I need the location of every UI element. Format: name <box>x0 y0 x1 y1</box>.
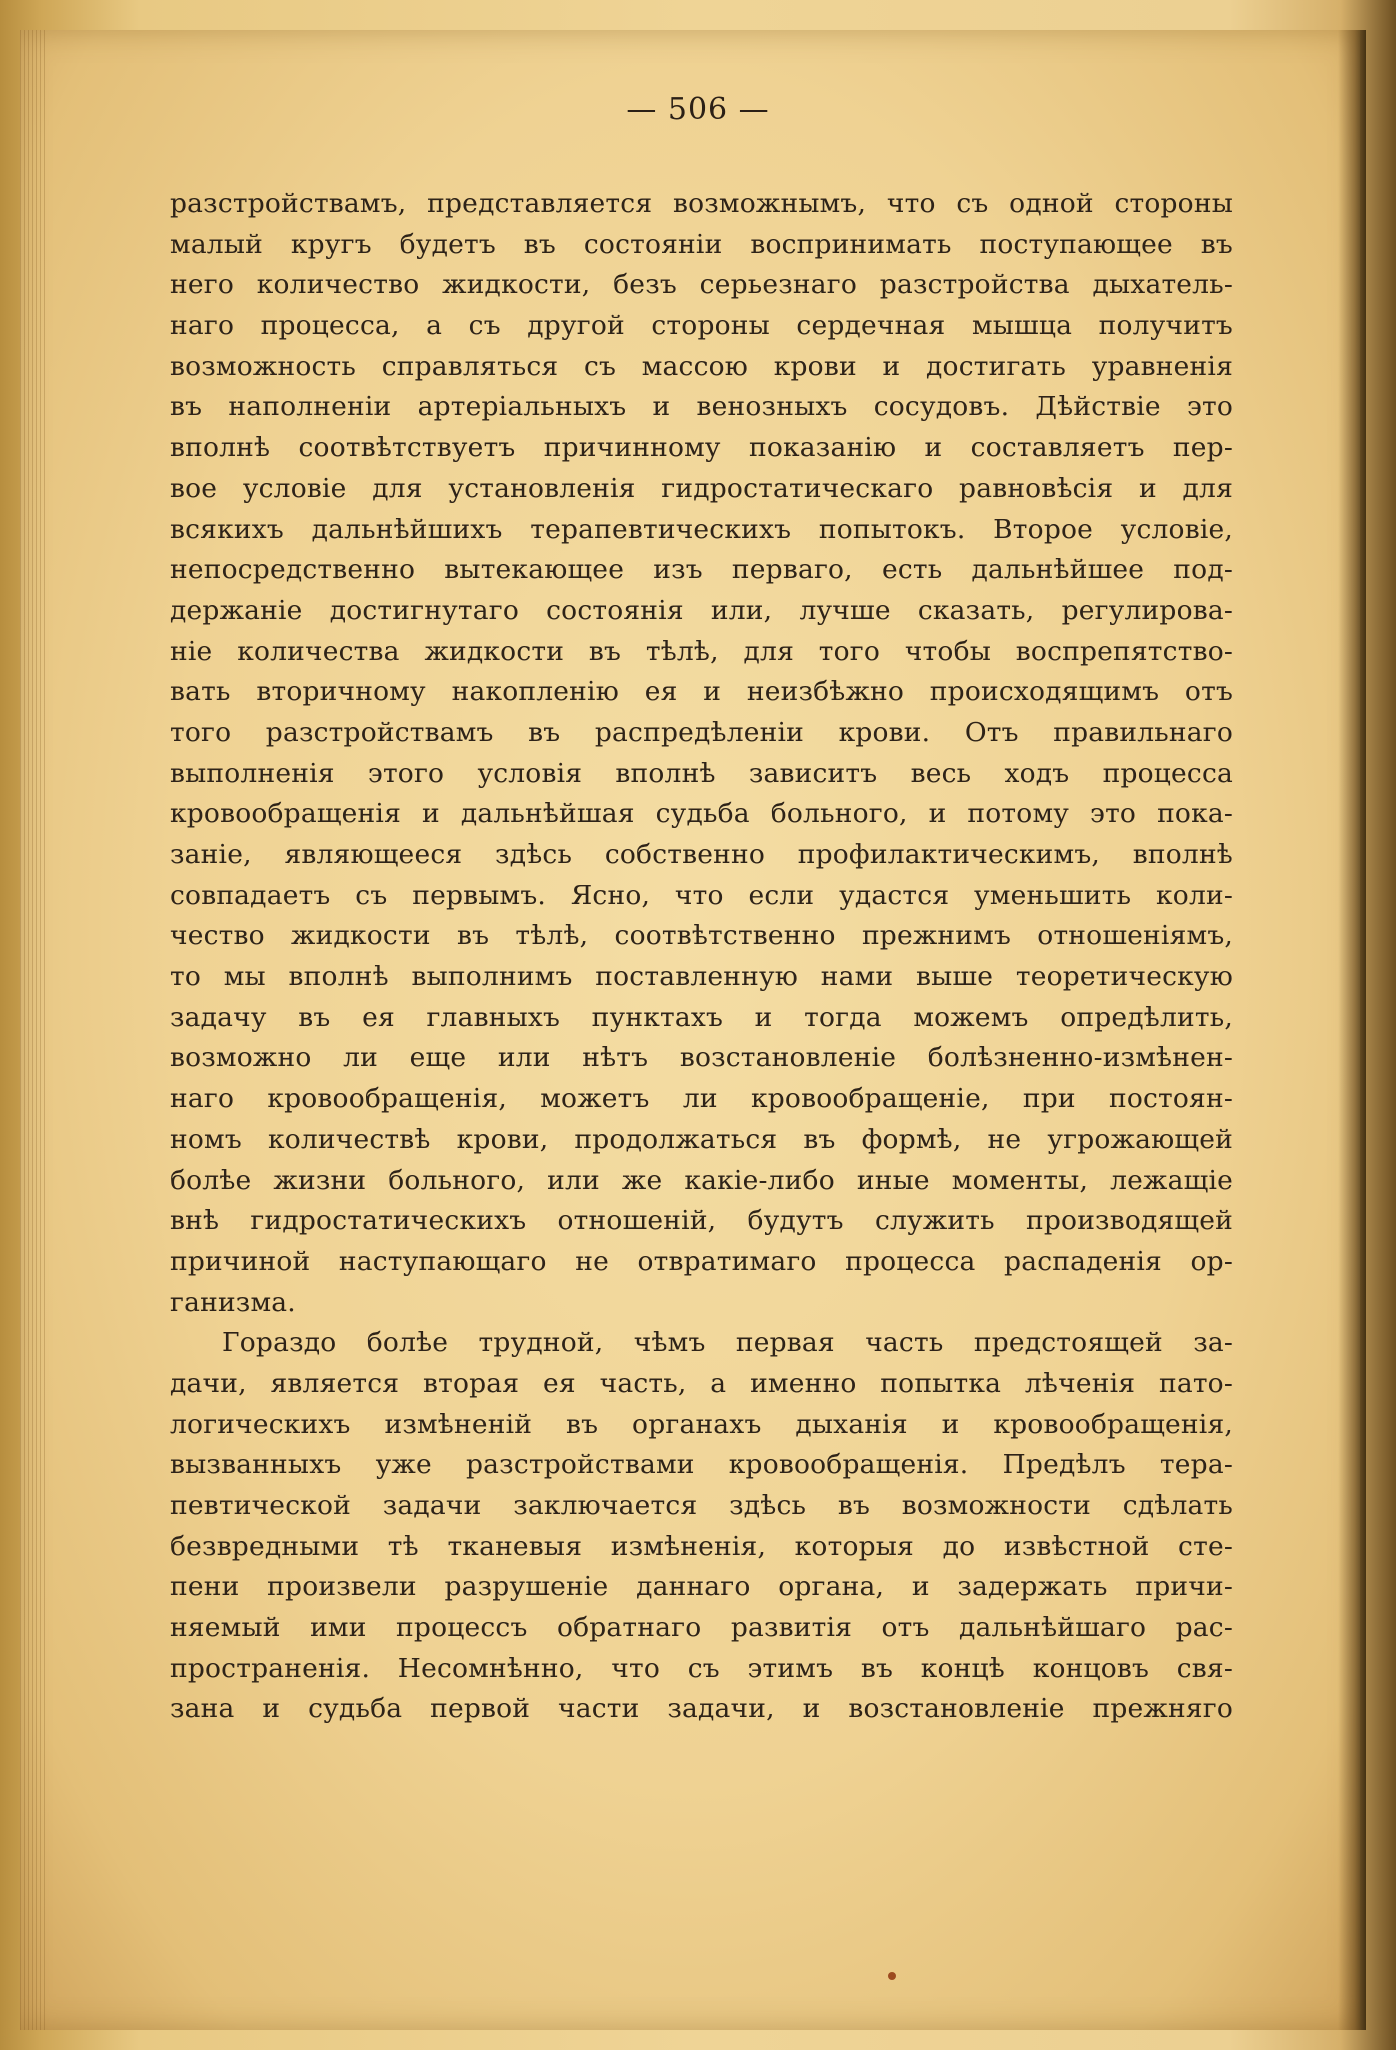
text-line: то мы вполнѣ выполнимъ поставленную нами выше теоретическую <box>170 961 1233 993</box>
text-line: непосредственно вытекающее изъ перваго, есть дальнѣйшее под- <box>170 554 1233 586</box>
text-line: зана и судьба первой части задачи, и возстановленіе прежняго <box>170 1693 1233 1725</box>
text-line: вполнѣ соотвѣтствуетъ причинному показанію и составляетъ пер- <box>170 432 1233 464</box>
text-line: наго процесса, а съ другой стороны сердечная мышца получитъ <box>170 310 1233 342</box>
text-line: номъ количествѣ крови, продолжаться въ формѣ, не угрожающей <box>170 1123 1233 1155</box>
page-number: — 506 — <box>626 92 770 127</box>
text-line: заніе, являющееся здѣсь собственно профилактическимъ, вполнѣ <box>170 839 1233 870</box>
text-line: въ наполненіи артеріальныхъ и венозныхъ сосудовъ. Дѣйствіе это <box>170 391 1233 423</box>
text-line: наго кровообращенія, можетъ ли кровообращеніе, при постоян- <box>170 1083 1233 1115</box>
text-line: вое условіе для установленія гидростатическаго равновѣсія и для <box>170 472 1233 504</box>
text-line: логическихъ измѣненій въ органахъ дыханія и кровообращенія, <box>170 1408 1233 1440</box>
text-line: внѣ гидростатическихъ отношеній, будутъ служить производящей <box>170 1205 1233 1237</box>
text-line: задачу въ ея главныхъ пунктахъ и тогда можемъ опредѣлить, <box>170 1001 1233 1033</box>
page-stack-edge-left <box>20 30 48 2030</box>
paragraph-first-line: Гораздо болѣе трудной, чѣмъ первая часть предстоящей за- <box>222 1327 1233 1359</box>
body-text <box>170 184 1233 1730</box>
text-line: разстройствамъ, представляется возможнымъ, что съ одной стороны <box>170 188 1233 219</box>
text-line: пени произвели разрушеніе даннаго органа, и задержать причи- <box>170 1571 1233 1603</box>
page-spine-shadow-right <box>1338 30 1366 2030</box>
text-line: болѣе жизни больного, или же какіе-либо иные моменты, лежащіе <box>170 1164 1233 1196</box>
text-line: возможно ли еще или нѣтъ возстановленіе болѣзненно-измѣнен- <box>170 1042 1233 1074</box>
text-line: совпадаетъ съ первымъ. Ясно, что если удастся уменьшить коли- <box>170 879 1233 911</box>
text-line: ніе количества жидкости въ тѣлѣ, для того чтобы воспрепятство- <box>170 635 1233 667</box>
text-line: него количество жидкости, безъ серьезнаго разстройства дыхатель- <box>170 269 1233 301</box>
text-line: кровообращенія и дальнѣйшая судьба больного, и потому это пока- <box>170 798 1233 830</box>
text-line: того разстройствамъ въ распредѣленіи крови. Отъ правильнаго <box>170 716 1233 748</box>
text-line: вызванныхъ уже разстройствами кровообращенія. Предѣлъ тера- <box>170 1449 1233 1481</box>
text-line: певтической задачи заключается здѣсь въ возможности сдѣлать <box>170 1490 1233 1521</box>
text-line: малый кругъ будетъ въ состояніи воспринимать поступающее въ <box>170 228 1233 260</box>
text-line: причиной наступающаго не отвратимаго процесса распаденія ор- <box>170 1245 1233 1277</box>
text-line: вать вторичному накопленію ея и неизбѣжно происходящимъ отъ <box>170 676 1233 708</box>
text-line: пространенія. Несомнѣнно, что съ этимъ въ концѣ концовъ свя- <box>170 1652 1233 1684</box>
paragraph-end-line: ганизма. <box>170 1286 296 1318</box>
text-line: всякихъ дальнѣйшихъ терапевтическихъ попытокъ. Второе условіе, <box>170 513 1233 545</box>
text-line: чество жидкости въ тѣлѣ, соотвѣтственно прежнимъ отношеніямъ, <box>170 920 1233 952</box>
text-line: дачи, является вторая ея часть, а именно попытка лѣченія пато- <box>170 1367 1233 1399</box>
text-line: выполненія этого условія вполнѣ зависитъ весь ходъ процесса <box>170 757 1233 789</box>
text-line: возможность справляться съ массою крови и достигать уравненія <box>170 350 1233 382</box>
text-line: держаніе достигнутаго состоянія или, лучше сказать, регулирова- <box>170 594 1233 626</box>
text-line: няемый ими процессъ обратнаго развитія отъ дальнѣйшаго рас- <box>170 1612 1233 1644</box>
paper-speck <box>888 1972 896 1980</box>
text-line: безвредными тѣ тканевыя измѣненія, которыя до извѣстной сте- <box>170 1530 1233 1562</box>
